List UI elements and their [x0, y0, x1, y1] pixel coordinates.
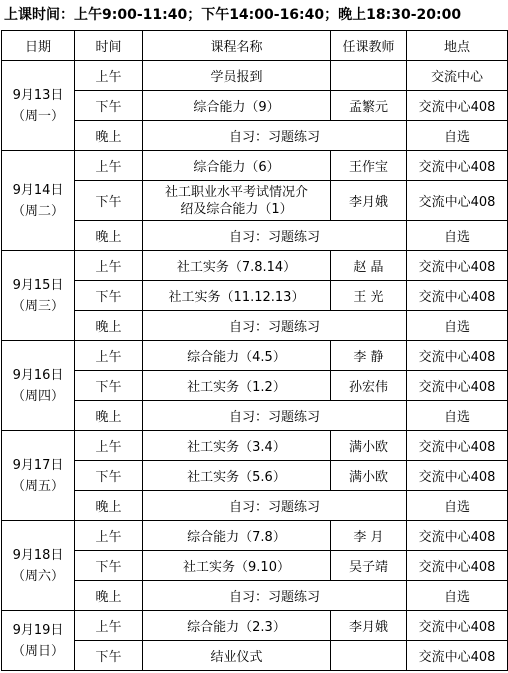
course-cell: 综合能力（7.8） [143, 521, 331, 551]
date-cell [2, 341, 75, 431]
time-cell: 上午 [75, 611, 143, 641]
table-row [2, 311, 508, 341]
time-cell: 上午 [75, 251, 143, 281]
time-cell: 上午 [75, 341, 143, 371]
table-row [2, 491, 508, 521]
course-line: 社工职业水平考试情况介 [164, 184, 308, 200]
table-row [2, 181, 508, 221]
course-cell: 综合能力（6） [143, 151, 331, 181]
self-study-cell: 自习：习题练习 [143, 581, 407, 611]
table-row [2, 151, 508, 181]
date-cell [2, 251, 75, 341]
table-row [2, 371, 508, 401]
time-cell: 晚上 [75, 581, 143, 611]
table-row [2, 401, 508, 431]
location-cell: 交流中心408 [407, 431, 508, 461]
teacher-cell: 李 月 [331, 521, 407, 551]
table-row [2, 91, 508, 121]
date-label: 9月18日 [12, 547, 64, 563]
location-cell: 交流中心 [407, 61, 508, 91]
header-row [2, 31, 508, 61]
class-hours-header: 上课时间：上午9:00-11:40；下午14:00-16:40；晚上18:30-20:00 [4, 7, 462, 23]
teacher-cell: 王作宝 [331, 151, 407, 181]
weekday-label: （周日） [11, 643, 64, 659]
col-header-time: 时间 [75, 31, 143, 61]
date-label: 9月15日 [12, 277, 64, 293]
time-cell: 下午 [75, 371, 143, 401]
table-row [2, 551, 508, 581]
time-cell: 下午 [75, 551, 143, 581]
date-cell [2, 521, 75, 611]
location-cell: 自选 [407, 491, 508, 521]
table-row [2, 581, 508, 611]
weekday-label: （周二） [11, 203, 64, 219]
table-row [2, 251, 508, 281]
teacher-cell: 李 静 [331, 341, 407, 371]
course-cell: 结业仪式 [143, 641, 331, 671]
table-row [2, 221, 508, 251]
location-cell: 交流中心408 [407, 251, 508, 281]
time-cell: 晚上 [75, 311, 143, 341]
self-study-cell: 自习：习题练习 [143, 221, 407, 251]
time-cell: 上午 [75, 151, 143, 181]
date-label: 9月17日 [12, 457, 64, 473]
course-cell: 社工实务（3.4） [143, 431, 331, 461]
self-study-cell: 自习：习题练习 [143, 311, 407, 341]
table-row [2, 461, 508, 491]
self-study-cell: 自习：习题练习 [143, 491, 407, 521]
weekday-label: （周五） [11, 478, 64, 494]
teacher-cell: 孙宏伟 [331, 371, 407, 401]
table-row [2, 641, 508, 671]
teacher-cell [331, 641, 407, 671]
course-cell: 社工实务（11.12.13） [143, 281, 331, 311]
teacher-cell: 李月娥 [331, 181, 407, 221]
course-cell: 社工实务（1.2） [143, 371, 331, 401]
self-study-cell: 自习：习题练习 [143, 401, 407, 431]
location-cell: 交流中心408 [407, 521, 508, 551]
weekday-label: （周六） [11, 568, 64, 584]
time-cell: 下午 [75, 641, 143, 671]
table-row [2, 521, 508, 551]
location-cell: 交流中心408 [407, 461, 508, 491]
time-cell: 晚上 [75, 491, 143, 521]
teacher-cell: 孟繁元 [331, 91, 407, 121]
location-cell: 交流中心408 [407, 181, 508, 221]
date-label: 9月16日 [12, 367, 64, 383]
teacher-cell: 王 光 [331, 281, 407, 311]
date-cell [2, 611, 75, 671]
col-header-teacher: 任课教师 [331, 31, 407, 61]
location-cell: 交流中心408 [407, 91, 508, 121]
location-cell: 自选 [407, 581, 508, 611]
location-cell: 自选 [407, 221, 508, 251]
location-cell: 交流中心408 [407, 281, 508, 311]
course-cell: 社工实务（9.10） [143, 551, 331, 581]
time-cell: 上午 [75, 521, 143, 551]
course-cell: 综合能力（4.5） [143, 341, 331, 371]
teacher-cell [331, 61, 407, 91]
schedule-table [1, 30, 508, 671]
table-row [2, 341, 508, 371]
course-cell: 社工实务（5.6） [143, 461, 331, 491]
col-header-course: 课程名称 [143, 31, 331, 61]
time-cell: 上午 [75, 61, 143, 91]
course-cell: 综合能力（2.3） [143, 611, 331, 641]
location-cell: 自选 [407, 401, 508, 431]
location-cell: 交流中心408 [407, 551, 508, 581]
table-row [2, 121, 508, 151]
time-cell: 下午 [75, 461, 143, 491]
weekday-label: （周四） [11, 388, 64, 404]
teacher-cell: 吴子靖 [331, 551, 407, 581]
weekday-label: （周一） [11, 108, 64, 124]
course-cell: 学员报到 [143, 61, 331, 91]
time-cell: 晚上 [75, 221, 143, 251]
location-cell: 交流中心408 [407, 641, 508, 671]
time-cell: 上午 [75, 431, 143, 461]
date-cell [2, 431, 75, 521]
time-cell: 下午 [75, 91, 143, 121]
date-cell [2, 151, 75, 251]
location-cell: 交流中心408 [407, 371, 508, 401]
teacher-cell: 满小欧 [331, 461, 407, 491]
table-row [2, 61, 508, 91]
location-cell: 自选 [407, 121, 508, 151]
teacher-cell: 李月娥 [331, 611, 407, 641]
date-label: 9月19日 [12, 622, 64, 638]
date-cell [2, 61, 75, 151]
weekday-label: （周三） [11, 298, 64, 314]
course-cell: 社工实务（7.8.14） [143, 251, 331, 281]
location-cell: 交流中心408 [407, 611, 508, 641]
teacher-cell: 赵 晶 [331, 251, 407, 281]
teacher-cell: 满小欧 [331, 431, 407, 461]
time-cell: 下午 [75, 181, 143, 221]
location-cell: 自选 [407, 311, 508, 341]
time-cell: 晚上 [75, 401, 143, 431]
self-study-cell: 自习：习题练习 [143, 121, 407, 151]
table-row [2, 281, 508, 311]
location-cell: 交流中心408 [407, 341, 508, 371]
table-row [2, 611, 508, 641]
time-cell: 晚上 [75, 121, 143, 151]
date-label: 9月14日 [12, 182, 64, 198]
table-row [2, 431, 508, 461]
course-line: 绍及综合能力（1） [180, 201, 293, 217]
col-header-date: 日期 [2, 31, 75, 61]
location-cell: 交流中心408 [407, 151, 508, 181]
course-cell: 综合能力（9） [143, 91, 331, 121]
course-cell [143, 181, 331, 221]
time-cell: 下午 [75, 281, 143, 311]
col-header-location: 地点 [407, 31, 508, 61]
date-label: 9月13日 [12, 87, 64, 103]
